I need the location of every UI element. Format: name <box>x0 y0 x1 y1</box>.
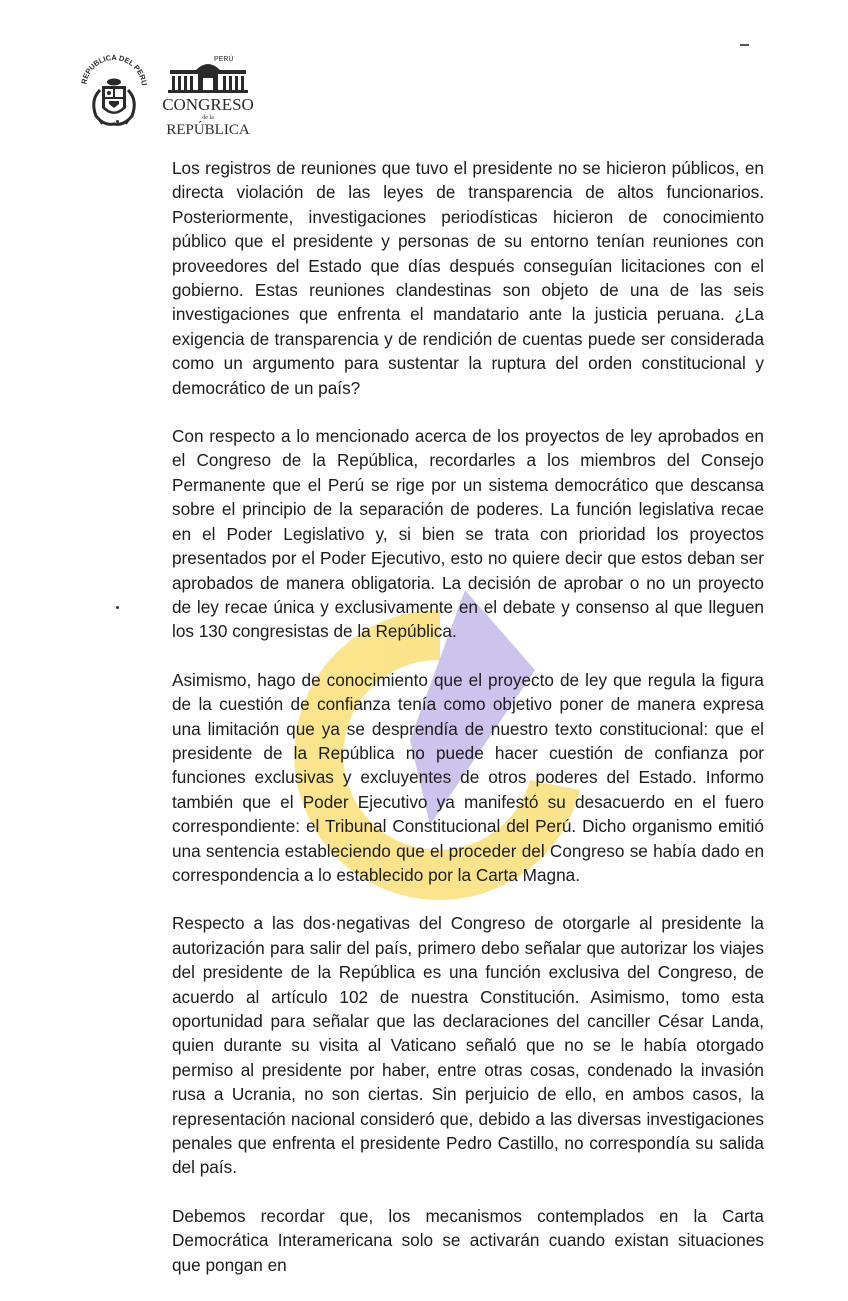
coat-of-arms-text: REPUBLICA DEL PERU <box>79 52 149 87</box>
congress-logo-name: CONGRESO <box>162 95 254 114</box>
paragraph: Respecto a las dos·negativas del Congreso de otorgarle al presidente la autorización para salir del país, primero debo señalar que autorizar los viajes del presidente de la República es una función exclusiva del Congreso, de acuerdo al artículo 102 de nuestra Constitución. Asimismo, tomo esta oportunidad para señalar que las declaraciones del canciller César Landa, quien durante su visita al Vaticano señaló que no se le había otorgado permiso al presidente por haber, entre otras cosas, condenado la invasión rusa a Ucrania, no son ciertas. Sin perjuicio de ello, en ambos casos, la representación nacional consideró que, debido a las diversas investigaciones penales que enfrenta el presidente Pedro Castillo, no correspondía su salida del país. <box>172 913 764 1178</box>
scan-mark <box>740 44 749 46</box>
paragraph: Los registros de reuniones que tuvo el presidente no se hicieron públicos, en directa violación de las leyes de transparencia de altos funcionarios. Posteriormente, investigaciones periodísticas hicieron de conocimiento público que el presidente y personas de su entorno tenían reuniones con proveedores del Estado que días después conseguían licitaciones con el gobierno. Estas reuniones clandestinas son objeto de una de las seis investigaciones que enfrenta el mandatario ante la justicia peruana. ¿La exigencia de transparencia y de rendición de cuentas puede ser considerada como un argumento para sustentar la ruptura del orden constitucional y democrático de un país? <box>172 158 764 398</box>
scan-mark <box>116 606 119 609</box>
paragraph: Asimismo, hago de conocimiento que el proyecto de ley que regula la figura de la cuestión de confianza tenía como objetivo poner de manera expresa una limitación que ya se desprendía de nuestro texto constitucional: que el presidente de la República no puede hacer cuestión de confianza por funciones exclusivas y excluyentes de otros poderes del Estado. Informo también que el Poder Ejecutivo ya manifestó su desacuerdo en el fuero correspondiente: el Tribunal Constitucional del Perú. Dicho organismo emitió una sentencia estableciendo que el proceder del Congreso se había dado en correspondencia a lo establecido por la Carta Magna. <box>172 669 764 885</box>
congress-logo-bottom: REPÚBLICA <box>166 122 250 138</box>
congress-logo-top: PERÚ <box>214 56 234 63</box>
congress-logo <box>158 52 258 138</box>
peru-coat-of-arms-icon <box>78 52 150 136</box>
letter-body <box>172 156 764 1301</box>
paragraph: Debemos recordar que, los mecanismos contemplados en la Carta Democrática Interamericana solo se activarán cuando existan situaciones que pongan en <box>172 1205 764 1275</box>
congress-building-icon <box>158 52 258 138</box>
letterhead <box>78 52 278 142</box>
scan-mark <box>116 120 119 123</box>
paragraph: Con respecto a lo mencionado acerca de los proyectos de ley aprobados en el Congreso de la República, recordarles a los miembros del Consejo Permanente que el Perú se rige por un sistema democrático que descansa sobre el principio de la separación de poderes. La función legislativa recae en el Poder Legislativo y, si bien se trata con prioridad los proyectos presentados por el Poder Ejecutivo, esto no quiere decir que estos deban ser aprobados de manera obligatoria. La decisión de aprobar o no un proyecto de ley recae única y exclusivamente en el debate y consenso al que lleguen los 130 congresistas de la República. <box>172 426 764 642</box>
congress-logo-small: de la <box>202 115 214 121</box>
